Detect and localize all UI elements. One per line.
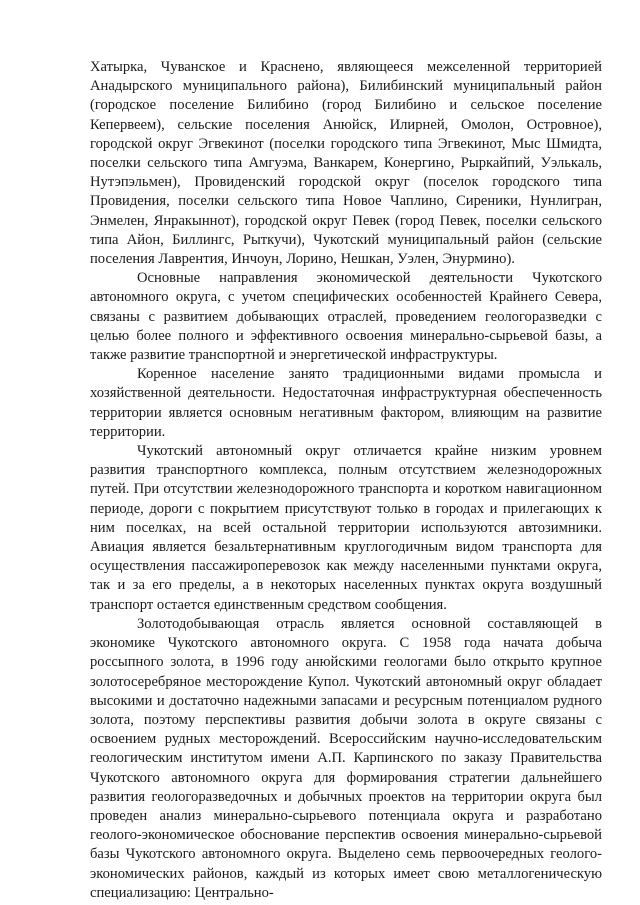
paragraph-indigenous-population: Коренное население занято традиционными видами промысла и хозяйственной деятельности. Недостаточная инфраструктурная обеспеченность территории является основным негативным фактором, влияющим на развитие территории. [90,366,602,440]
paragraph-transport: Чукотский автономный округ отличается крайне низким уровнем развития транспортного комплекса, полным отсутствием железнодорожных путей. При отсутствии железнодорожного транспорта и коротком навигационном периоде, дороги с покрытием присутствуют только в городах и прилегающих к ним поселках, на всей остальной территории используются автозимники. Авиация является безальтернативным круглогодичным видом транспорта для осуществления пассажироперевозок как между населенными пунктами округа, так и за его пределы, а в некоторых населенных пунктах округа воздушный транспорт остается единственным средством сообщения. [90,443,602,613]
document-page [90,58,602,903]
paragraph-economic-directions: Основные направления экономической деятельности Чукотского автономного округа, с учетом специфических особенностей Крайнего Севера, связаны с развитием добывающих отраслей, проведением геологоразведки с целью более полного и эффективного освоения минерально-сырьевой базы, а также развитие транспортной и энергетической инфраструктуры. [90,270,602,364]
paragraph-settlements: Хатырка, Чуванское и Краснено, являющееся межселенной территорией Анадырского муниципального района), Билибинский муниципальный район (городское поселение Билибино (город Билибино и сельское поселение Кепервеем), сельские поселения Анюйск, Илирней, Омолон, Островное), городской округ Эгвекинот (поселки городского типа Эгвекинот, Мыс Шмидта, поселки сельского типа Амгуэма, Ванкарем, Конергино, Рыркайпий, Уэлькаль, Нутэпэльмен), Провиденский городской округ (поселок городского типа Провидения, поселки сельского типа Новое Чаплино, Сиреники, Нунлигран, Энмелен, Янракыннот), городской округ Певек (город Певек, поселки сельского типа Айон, Биллингс, Рыткучи), Чукотский муниципальный район (сельские поселения Лаврентия, Инчоун, Лорино, Нешкан, Уэлен, Энурмино). [90,59,602,268]
paragraph-gold-mining: Золотодобывающая отрасль является основной составляющей в экономике Чукотского автономного округа. С 1958 года начата добыча россыпного золота, в 1996 году анюйскими геологами было открыто крупное золотосеребряное месторождение Купол. Чукотский автономный округ обладает высокими и достаточно надежными запасами и ресурсным потенциалом рудного золота, поэтому перспективы развития добычи золота в округе связаны с освоением рудных месторождений. Всероссийским научно-исследовательским геологическим институтом имени А.П. Карпинского по заказу Правительства Чукотского автономного округа для формирования стратегии дальнейшего развития геологоразведочных и добычных проектов на территории округа был проведен анализ минерально-сырьевого потенциала округа и разработано геолого-экономическое обоснование перспектив освоения минерально-сырьевой базы Чукотского автономного округа. Выделено семь первоочередных геолого-экономических районов, каждый из которых имеет свою металлогеническую специализацию: Центрально- [90,615,602,901]
